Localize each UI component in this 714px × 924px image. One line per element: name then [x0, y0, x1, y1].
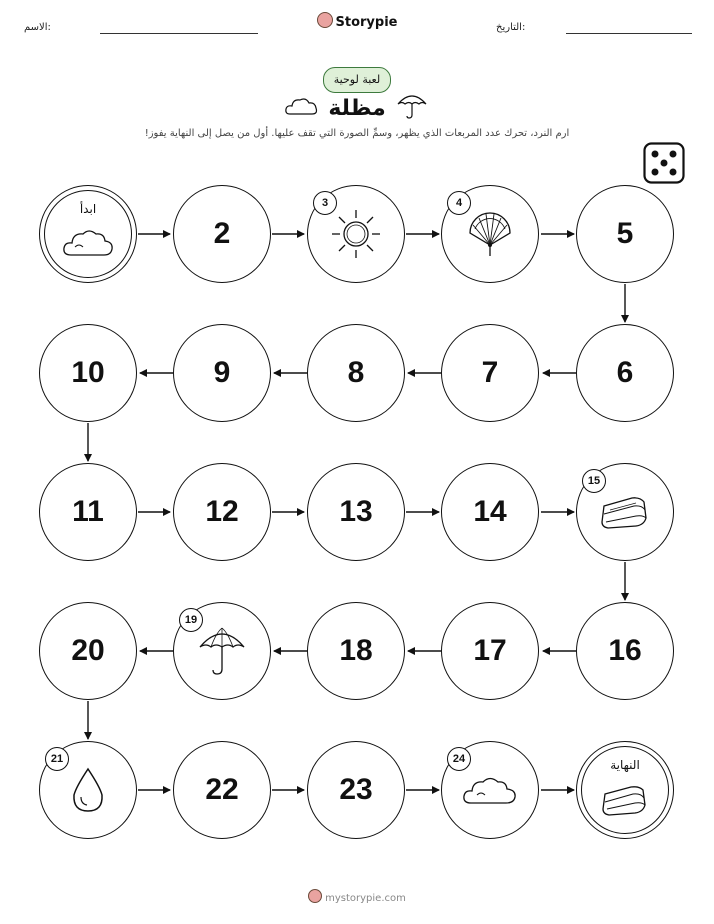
tile-17: 17 — [441, 602, 539, 700]
sun-icon — [328, 206, 384, 262]
instructions: ارم النرد، تحرك عدد المربعات الذي يظهر، وسمِّ الصورة التي تقف عليها. أول من يصل إلى النهاية يفوز! — [144, 128, 570, 139]
tile-10: 10 — [39, 324, 137, 422]
cloud-icon — [61, 223, 115, 263]
tile-16: 16 — [576, 602, 674, 700]
page-title: مظلة — [328, 96, 386, 121]
tile-13: 13 — [307, 463, 405, 561]
tile-6: 6 — [576, 324, 674, 422]
tile-19 — [173, 602, 271, 700]
date-label: التاريخ: — [496, 22, 526, 33]
end-label: النهاية — [610, 758, 640, 772]
name-label: الاسم: — [24, 22, 51, 33]
tile-22: 22 — [173, 741, 271, 839]
tile-end — [576, 741, 674, 839]
tile-number: 21 — [45, 747, 69, 771]
tile-7: 7 — [441, 324, 539, 422]
tile-3 — [307, 185, 405, 283]
tile-number: 3 — [313, 191, 337, 215]
water-drop-icon — [68, 765, 108, 815]
tile-2: 2 — [173, 185, 271, 283]
tile-11: 11 — [39, 463, 137, 561]
board-game-badge: لعبة لوحية — [323, 67, 391, 93]
tile-12: 12 — [173, 463, 271, 561]
tile-20: 20 — [39, 602, 137, 700]
tile-15 — [576, 463, 674, 561]
umbrella-icon — [197, 623, 247, 679]
tile-18: 18 — [307, 602, 405, 700]
cloud-icon — [461, 770, 519, 810]
tile-8: 8 — [307, 324, 405, 422]
tile-24 — [441, 741, 539, 839]
storypie-logo-icon — [308, 889, 322, 903]
fan-icon — [465, 209, 515, 259]
brand: Storypie — [0, 12, 714, 30]
tile-number: 24 — [447, 747, 471, 771]
tile-number: 19 — [179, 608, 203, 632]
towel-icon — [600, 781, 650, 819]
start-label: ابدأ — [79, 202, 97, 216]
footer — [0, 889, 714, 904]
tile-9: 9 — [173, 324, 271, 422]
tile-number: 15 — [582, 469, 606, 493]
towel-icon — [598, 492, 652, 532]
tile-number: 4 — [447, 191, 471, 215]
tile-21 — [39, 741, 137, 839]
tile-23: 23 — [307, 741, 405, 839]
tile-start — [39, 185, 137, 283]
tile-5: 5 — [576, 185, 674, 283]
footer-url[interactable]: mystorypie.com — [325, 893, 406, 904]
tile-4 — [441, 185, 539, 283]
tile-14: 14 — [441, 463, 539, 561]
